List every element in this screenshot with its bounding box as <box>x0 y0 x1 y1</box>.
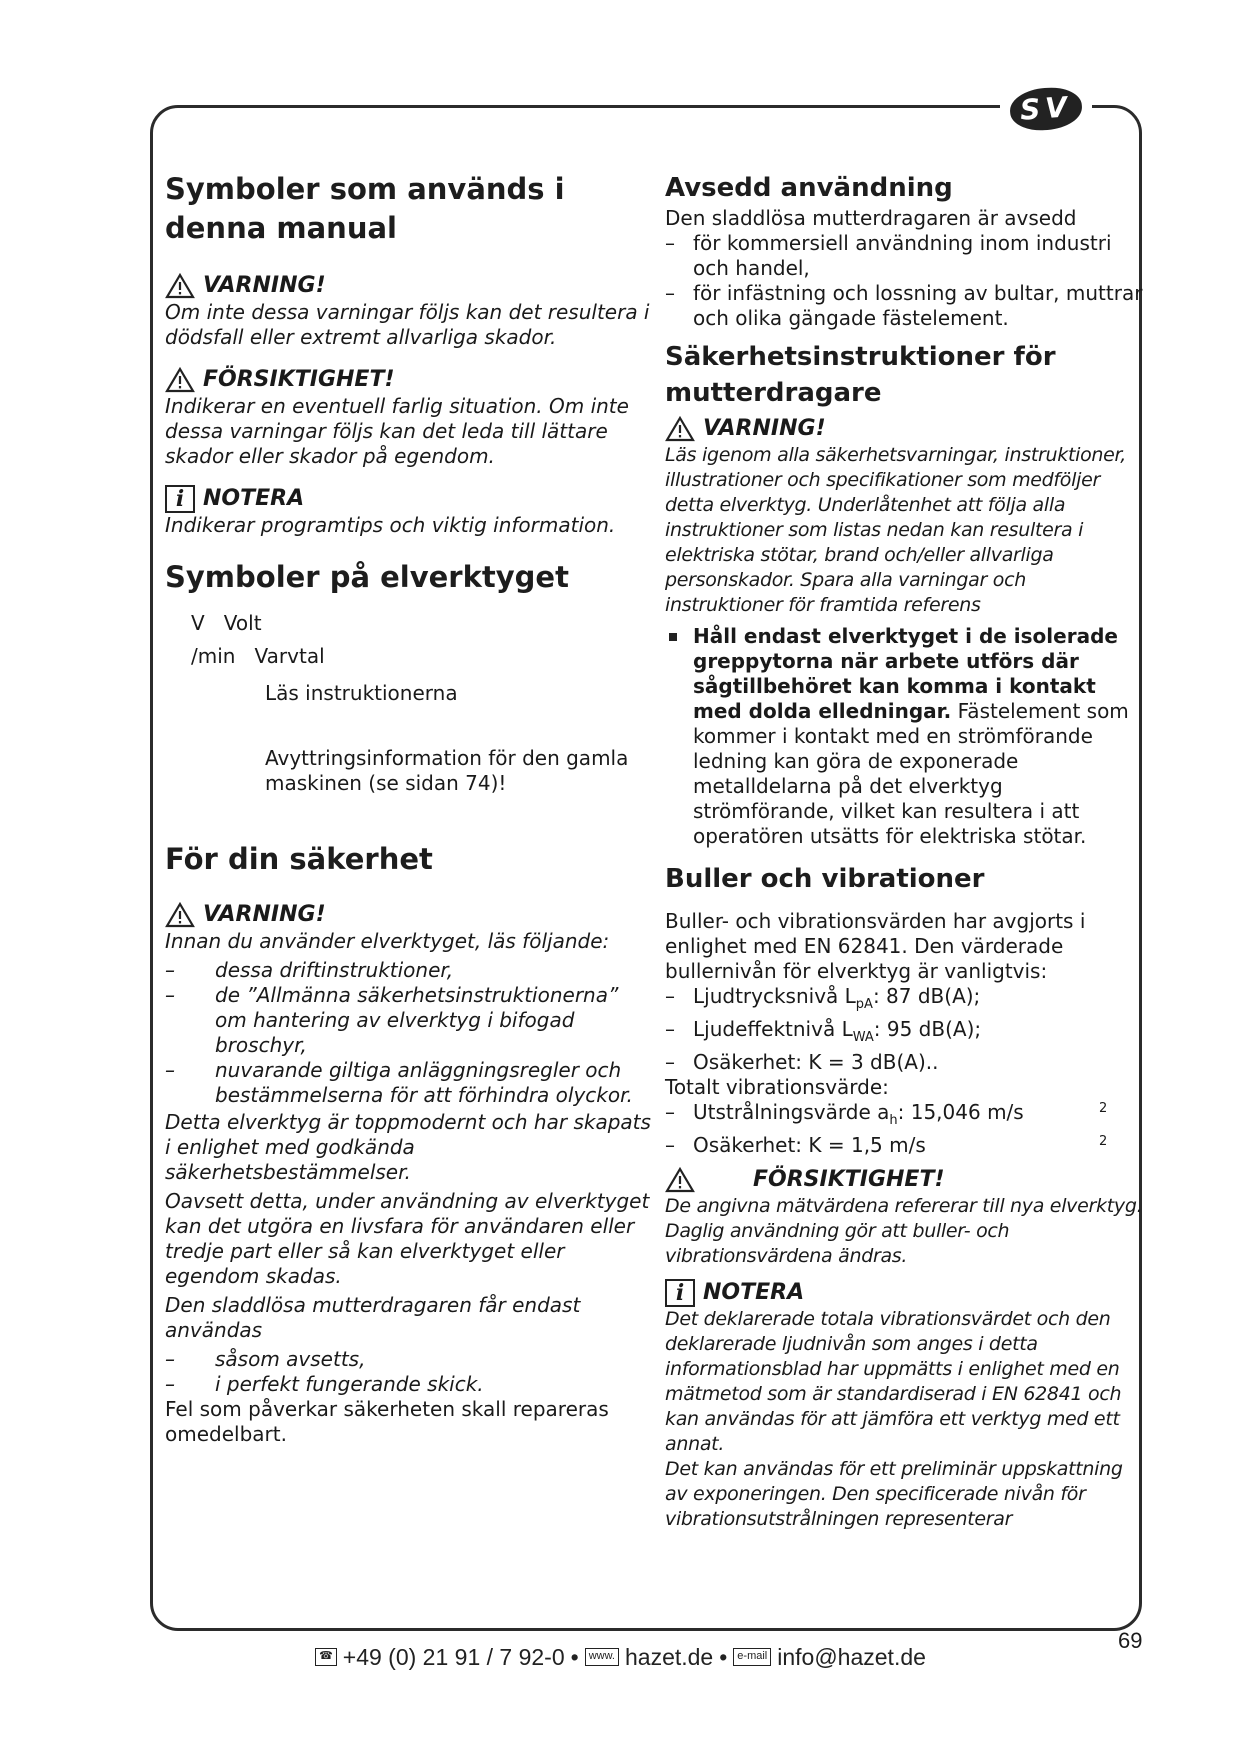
warning-list-2 <box>165 958 655 1108</box>
intended-list <box>665 231 1145 331</box>
heading-safety: För din säkerhet <box>165 842 433 876</box>
warning-triangle-icon <box>665 416 695 442</box>
caution-text-2: De angivna mätvärdena refererar till nya elverktyg. Daglig användning gör att buller- och vibrationsvärdena ändras. <box>665 1195 1143 1267</box>
footer-phone: +49 (0) 21 91 / 7 92-0 <box>342 1643 565 1670</box>
warning-triangle-icon <box>165 902 195 928</box>
list-item: – för kommersiell användning inom industri och handel, <box>665 231 1145 281</box>
warning-block-3 <box>665 415 1145 618</box>
warning-title-3: VARNING! <box>665 415 1145 443</box>
footer-email[interactable]: info@hazet.de <box>777 1643 926 1670</box>
note-block-2 <box>665 1279 1145 1532</box>
list-item: – i perfekt fungerande skick. <box>165 1372 655 1397</box>
warning-text-3: Läs igenom alla säkerhetsvarningar, instruktioner, illustrationer och specifikationer som medföljer detta elverktyg. Underlåtenhet att följa alla instruktioner som listas nedan kan resultera i elektriska stötar, brand och/eller allvarliga personskador. Spara alla varningar och instruktioner för framtida referens <box>665 444 1127 616</box>
www-tag: www. <box>585 1648 619 1666</box>
list-item: – nuvarande giltiga anläggningsregler och bestämmelserna för att förhindra olyckor. <box>165 1058 655 1108</box>
para-state-of-art: Detta elverktyg är toppmodernt och har skapats i enlighet med godkända säkerhetsbestämmelser. <box>165 1110 651 1184</box>
page-number: 69 <box>1118 1628 1143 1653</box>
vibration-total: Totalt vibrationsvärde: <box>665 1075 889 1099</box>
noise-intro: Buller- och vibrationsvärden har avgjorts i enlighet med EN 62841. Den värderade bullernivån för elverktyg är vanligtvis: <box>665 909 1086 983</box>
list-item: – såsom avsetts, <box>165 1347 655 1372</box>
vibration-list <box>665 1100 1145 1158</box>
caution-block-1 <box>165 366 655 469</box>
caution-triangle-icon <box>665 1167 695 1193</box>
footer-bullet: • <box>719 1643 728 1670</box>
warning-triangle-icon <box>165 273 195 299</box>
note-text-2b: Det kan användas för ett preliminär uppskattning av exponeringen. Den specificerade nivån för vibrationsutstrålningen representerar <box>665 1458 1123 1530</box>
warning-title-2: VARNING! <box>165 901 655 929</box>
noise-list <box>665 984 1145 1075</box>
superscript-2: 2 <box>1099 1134 1108 1149</box>
vibration-uncertainty: – Osäkerhet: K = 1,5 m/s 2 <box>665 1133 1145 1158</box>
note-title-1: i NOTERA <box>165 485 655 513</box>
heading-safety-instructions: Säkerhetsinstruktioner för mutterdragare <box>665 342 1056 408</box>
note-text-1: Indikerar programtips och viktig information. <box>165 513 616 537</box>
footer-bullet: • <box>570 1643 579 1670</box>
caution-text-1: Indikerar en eventuell farlig situation. Om inte dessa varningar följs kan det leda till lättare skador eller skador på egendom. <box>165 394 629 468</box>
noise-wa: – Ljudeffektnivå $L_{WA}$: 95 dB(A); <box>665 1017 1145 1050</box>
footer-contact <box>315 1644 926 1671</box>
use-list <box>165 1347 655 1397</box>
superscript-2: 2 <box>1099 1101 1108 1116</box>
footer <box>0 1638 1241 1671</box>
footer-web[interactable]: hazet.de <box>624 1643 714 1670</box>
info-icon: i <box>165 485 195 513</box>
heading-symbols-manual: Symboler som används i denna manual <box>165 172 565 245</box>
list-item: – de ”Allmänna säkerhetsinstruktionerna” om hantering av elverktyg i bifogad broschyr, <box>165 983 655 1058</box>
caution-title-2: FÖRSIKTIGHET! <box>665 1166 1145 1194</box>
language-badge: SV <box>1009 86 1084 133</box>
note-block-1 <box>165 485 655 538</box>
symbol-read-instructions: Läs instruktionerna <box>265 681 458 705</box>
symbol-disposal: Avyttringsinformation för den gamla maskinen (se sidan 74)! <box>265 746 629 795</box>
caution-title-1: FÖRSIKTIGHET! <box>165 366 655 394</box>
warning-text-1: Om inte dessa varningar följs kan det resultera i dödsfall eller extremt allvarliga skador. <box>165 300 650 349</box>
email-tag: e-mail <box>733 1648 771 1666</box>
symbol-rpm: /min Varvtal <box>191 644 325 668</box>
symbol-volt: V Volt <box>191 611 262 635</box>
list-item: – för infästning och lossning av bultar, muttrar och olika gängade fästelement. <box>665 281 1145 331</box>
safety-bullet-list <box>665 624 1145 849</box>
warning-title-1: VARNING! <box>165 272 655 300</box>
list-item: – dessa driftinstruktioner, <box>165 958 655 983</box>
noise-uncertainty: – Osäkerhet: K = 3 dB(A).. <box>665 1050 1145 1075</box>
symbol-list <box>165 611 655 796</box>
note-text-2a: Det deklarerade totala vibrationsvärdet och den deklarerade ljudnivån som anges i detta informationsblad har uppmätts i enlighet med en mätmetod som är standardiserad i EN 62841 och kan användas för att jämföra ett verktyg med ett annat. <box>665 1308 1122 1455</box>
right-column <box>665 170 1145 1532</box>
caution-triangle-icon <box>165 367 195 393</box>
vibration-ah: – Utstrålningsvärde $a_h$: 15,046 m/s 2 <box>665 1100 1145 1133</box>
note-title-2: i NOTERA <box>665 1279 1145 1307</box>
phone-icon: ☎ <box>315 1648 337 1666</box>
list-item: Håll endast elverktyget i de isolerade greppytorna när arbete utförs där sågtillbehöret kan komma i kontakt med dolda elledningar. Fästelement som kommer i kontakt med en strömförande ledning kan göra de exponerade metalldelarna på det elverktyg strömförande, vilket kan resultera i att operatören utsätts för elektriska stötar. <box>665 624 1145 849</box>
noise-pa: – Ljudtrycksnivå $L_{pA}$: 87 dB(A); <box>665 984 1145 1017</box>
caution-block-2 <box>665 1166 1145 1269</box>
heading-intended-use: Avsedd användning <box>665 173 953 203</box>
warning-intro-2: Innan du använder elverktyget, läs följande: <box>165 929 610 953</box>
warning-block-1 <box>165 272 655 350</box>
heading-symbols-tool: Symboler på elverktyget <box>165 560 569 594</box>
intended-intro: Den sladdlösa mutterdragaren är avsedd <box>665 206 1077 230</box>
info-icon: i <box>665 1279 695 1307</box>
para-danger: Oavsett detta, under användning av elverktyget kan det utgöra en livsfara för användaren eller tredje part eller så kan elverktyget eller egendom skadas. <box>165 1189 650 1288</box>
para-repair: Fel som påverkar säkerheten skall repareras omedelbart. <box>165 1397 609 1446</box>
para-use: Den sladdlösa mutterdragaren får endast användas <box>165 1293 581 1342</box>
heading-noise-vibration: Buller och vibrationer <box>665 864 985 894</box>
warning-block-2 <box>165 901 655 1108</box>
left-column <box>165 170 655 1447</box>
